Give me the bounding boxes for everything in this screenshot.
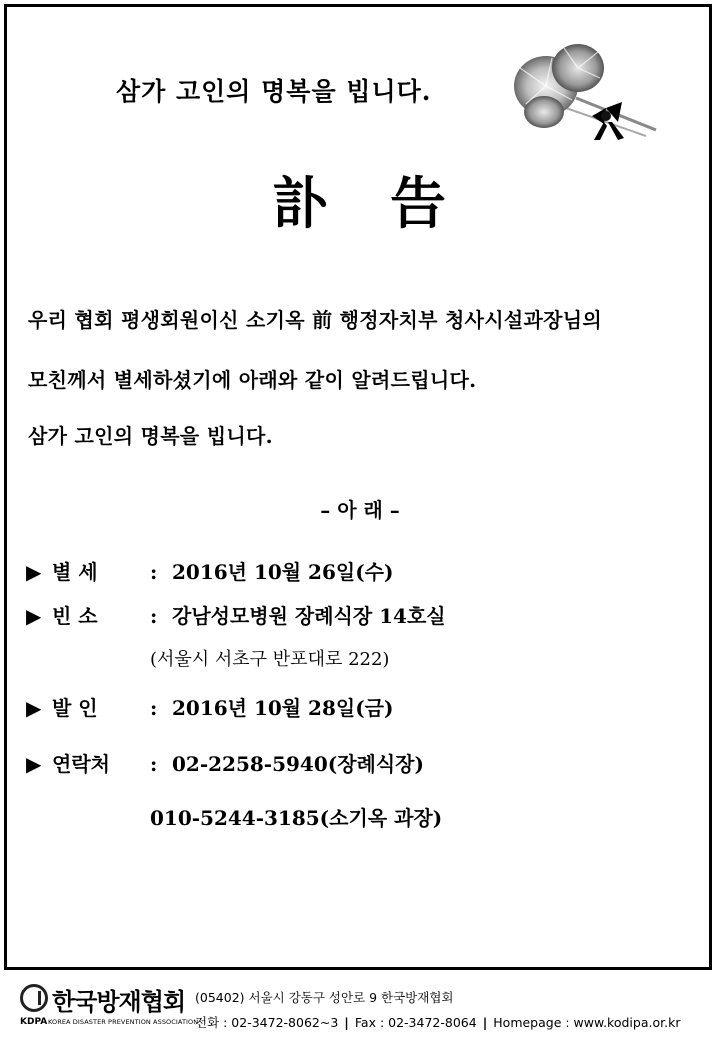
- detail-label: 연락처: [52, 752, 110, 776]
- kdpa-emblem-icon: [20, 984, 48, 1012]
- arrow-icon: ▶: [26, 696, 42, 720]
- condolence-heading: 삼가 고인의 명복을 빕니다.: [116, 77, 432, 106]
- chrysanthemum-ribbon-icon: [506, 38, 666, 142]
- arrow-icon: ▶: [26, 560, 42, 584]
- detail-value: 02-2258-5940(장례식장): [172, 752, 424, 776]
- title-char-bu: 訃: [272, 171, 330, 237]
- arrow-icon: ▶: [26, 604, 42, 628]
- footer-phone: 전화 : 02-3472-8062~3: [195, 1015, 339, 1030]
- footer-contact-line: [195, 1013, 680, 1031]
- funeral-address: (서울시 서초구 반포대로 222): [150, 649, 390, 670]
- detail-label: 빈 소: [52, 604, 98, 628]
- detail-death-date: [26, 556, 393, 585]
- detail-value: 2016년 10월 28일(금): [172, 696, 394, 720]
- details-separator: – 아 래 –: [320, 498, 400, 522]
- detail-burial-date: [26, 692, 393, 721]
- kdpa-logo: [20, 984, 199, 1032]
- logo-english: KOREA DISASTER PREVENTION ASSOCIATION: [48, 1018, 199, 1026]
- logo-abbr: KDPA: [20, 1017, 48, 1027]
- logo-name: 한국방재협회: [52, 988, 186, 1016]
- footer-separator: |: [344, 1015, 349, 1030]
- footer-homepage: Homepage : www.kodipa.or.kr: [493, 1015, 681, 1030]
- footer-address: (05402) 서울시 강동구 성안로 9 한국방재협회: [195, 990, 454, 1005]
- body-line-2: 모친께서 별세하셨기에 아래와 같이 알려드립니다.: [28, 368, 477, 392]
- notice-title: [0, 160, 720, 240]
- detail-label: 발 인: [52, 696, 98, 720]
- detail-contact: [26, 748, 424, 777]
- contact-second: 010-5244-3185(소기옥 과장): [150, 806, 443, 830]
- arrow-icon: ▶: [26, 752, 42, 776]
- detail-colon: :: [150, 560, 158, 584]
- footer-separator: |: [482, 1015, 488, 1030]
- detail-value: 2016년 10월 26일(수): [172, 560, 394, 584]
- detail-colon: :: [150, 696, 158, 720]
- detail-colon: :: [150, 604, 158, 628]
- detail-colon: :: [150, 752, 158, 776]
- body-line-3: 삼가 고인의 명복을 빕니다.: [28, 424, 273, 448]
- title-char-go: 告: [390, 171, 448, 237]
- body-line-1: 우리 협회 평생회원이신 소기옥 前 행정자치부 청사시설과장님의: [28, 308, 602, 332]
- footer-fax: Fax : 02-3472-8064: [354, 1015, 477, 1030]
- detail-value: 강남성모병원 장례식장 14호실: [172, 604, 446, 628]
- detail-funeral-hall: [26, 600, 446, 629]
- detail-label: 별 세: [52, 560, 98, 584]
